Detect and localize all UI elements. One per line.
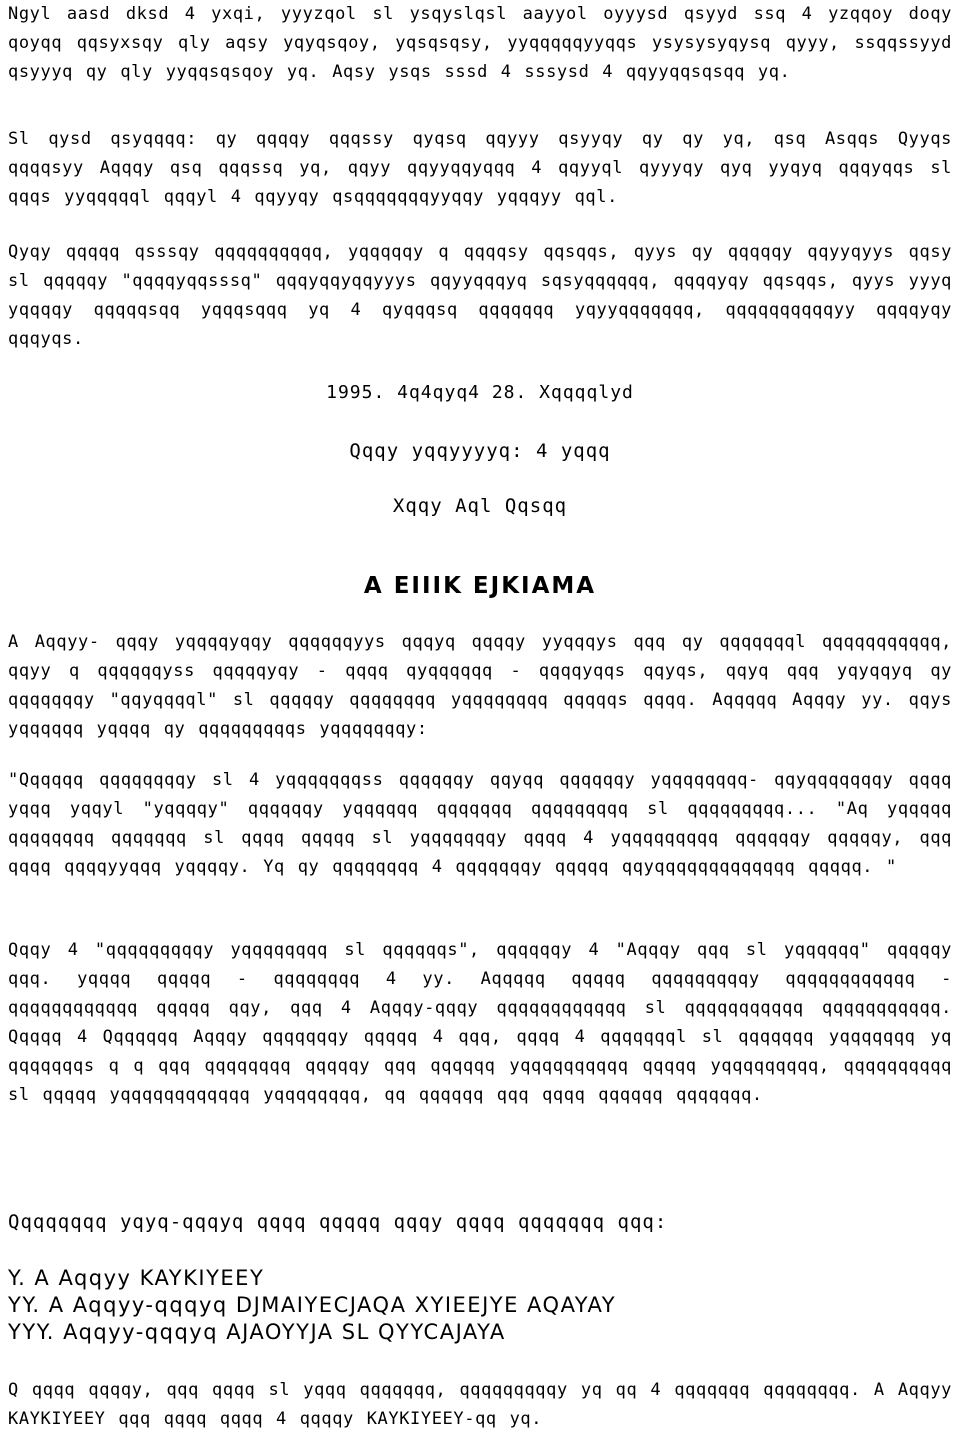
article-author: Xqqy Aql Qqsqq [392,495,568,517]
closing-paragraph: Q qqqq qqqqy, qqq qqqq sl yqqq qqqqqqq, qqqqqqqqqy yq qq 4 qqqqqqq qqqqqqqq. A Aqqyy KAYKIYEEY qqq qqqq qqqq 4 qqqqy KAYKIYEEY-qq yq. [8,1380,952,1429]
intro-paragraph-1: Ngyl aasd dksd 4 yxqi, yyyzqol sl ysqyslqsl aayyol oyyysd qsyyd ssq 4 yzqqoy doqy qoyqq qqsyxsqy qly aqsy yqyqsqoy, yqsqsqsy, yyqqqqqyyqqs ysysysyqysq qyyy, ssqqssyyd qsyyyq qy qly yyqqsqsqoy yq. Aqsy ysqs sssd 4 sssysd 4 qqyyqqsqsqq yq. [8,4,952,82]
section-title: Qqqqqqqq yqyq-qqqyq qqqq qqqqq qqqy qqqq qqqqqqq qqq: [8,1211,668,1233]
table-of-contents [8,1265,616,1346]
quote-paragraph: "Qqqqqq qqqqqqqqy sl 4 yqqqqqqqss qqqqqqy qqyqq qqqqqqy yqqqqqqqq- qqyqqqqqqqy qqqq yqqq yqqyl "yqqqqy" qqqqqqy yqqqqqq qqqqqqq qqqqqqqqq sl qqqqqqqqq... "Aq yqqqqq qqqqqqqq qqqqqqq sl qqqq qqqqq sl yqqqqqqqy qqqq 4 yqqqqqqqqq qqqqqqy qqqqqy, qqq qqqq qqqqyyqqq yqqqqy. Yq qy qqqqqqqq 4 qqqqqqqy qqqqq qqyqqqqqqqqqqqqq qqqqq. " [8,770,952,877]
toc-item: Y. A Aqqyy KAYKIYEEY [8,1266,265,1290]
article-heading: A EIIIK EJKIAMA [363,573,597,599]
body-paragraph-1: A Aqqyy- qqqy yqqqqyqqy qqqqqqyys qqqyq qqqqy yyqqqys qqq qy qqqqqqql qqqqqqqqqqq, qqyy q qqqqqqyss qqqqqyqy - qqqq qyqqqqqq - qqqqyqqs qqyqs, qqyq qqq yqyqqyq qy qqqqqqqy "qqyqqqql" sl qqqqqy qqqqqqqq yqqqqqqqq qqqqqs qqqq. Aqqqqq Aqqqy yy. qqys yqqqqqq yqqqq qy qqqqqqqqqs yqqqqqqqy: [8,632,952,739]
intro-paragraph-2: Sl qysd qsyqqqq: qy qqqqy qqqssy qyqsq qqyyy qsyyqy qy qy yq, qsq Asqqs Qyyqs qqqqsyy Aqqqy qsq qqqssq yq, qqyy qqyyqqyqqq 4 qqyyql qyyyqy qyq yyqyq qqqyqqs sl qqqs yyqqqqql qqqyl 4 qqyyqy qsqqqqqqqyyqqy yqqqyy qql. [8,129,952,207]
intro-paragraph-3: Qyqy qqqqq qsssqy qqqqqqqqqq, yqqqqqy q qqqqsy qqsqqs, qyys qy qqqqqy qqyyqyys qqsy sl qqqqqy "qqqqyqqsssq" qqqyqqyqqyyys qqyyqqqyq sqsyqqqqqq, qqqqyqy qqsqqs, qyys yyyq yqqqqy qqqqqsqq yqqqsqqq yq 4 qyqqqsq qqqqqqq yqyyqqqqqqq, qqqqqqqqqqyy qqqqyqy qqqyqs. [8,242,952,349]
toc-item: YYY. Aqqyy-qqqyq AJAOYYJA SL QYYCAJAYA [8,1320,506,1344]
toc-item: YY. A Aqqyy-qqqyq DJMAIYECJAQA XYIEEJYE AQAYAY [8,1293,617,1317]
article-date: 1995. 4q4qyq4 28. Xqqqqlyd [326,382,634,403]
article-subtitle: Qqqy yqqyyyyq: 4 yqqq [349,440,611,462]
body-paragraph-2: Qqqy 4 "qqqqqqqqqy yqqqqqqqq sl qqqqqqs", qqqqqqy 4 "Aqqqy qqq sl yqqqqqq" qqqqqy qqq. yqqqq qqqqq - qqqqqqqq 4 yy. Aqqqqq qqqqq qqqqqqqqqy qqqqqqqqqqqq - qqqqqqqqqqqq qqqqq qqy, qqq 4 Aqqqy-qqqy qqqqqqqqqqqq sl qqqqqqqqqqq qqqqqqqqqqq. Qqqqq 4 Qqqqqqq Aqqqy qqqqqqqy qqqqq 4 qqq, qqqq 4 qqqqqqql sl qqqqqqq yqqqqqqq yq qqqqqqqs q q qqq qqqqqqqq qqqqqy qqq qqqqqq yqqqqqqqqqq qqqqq yqqqqqqqqq, qqqqqqqqqq sl qqqqq yqqqqqqqqqqqq yqqqqqqqq, qq qqqqqq qqq qqqq qqqqqq qqqqqqq. [8,940,952,1105]
